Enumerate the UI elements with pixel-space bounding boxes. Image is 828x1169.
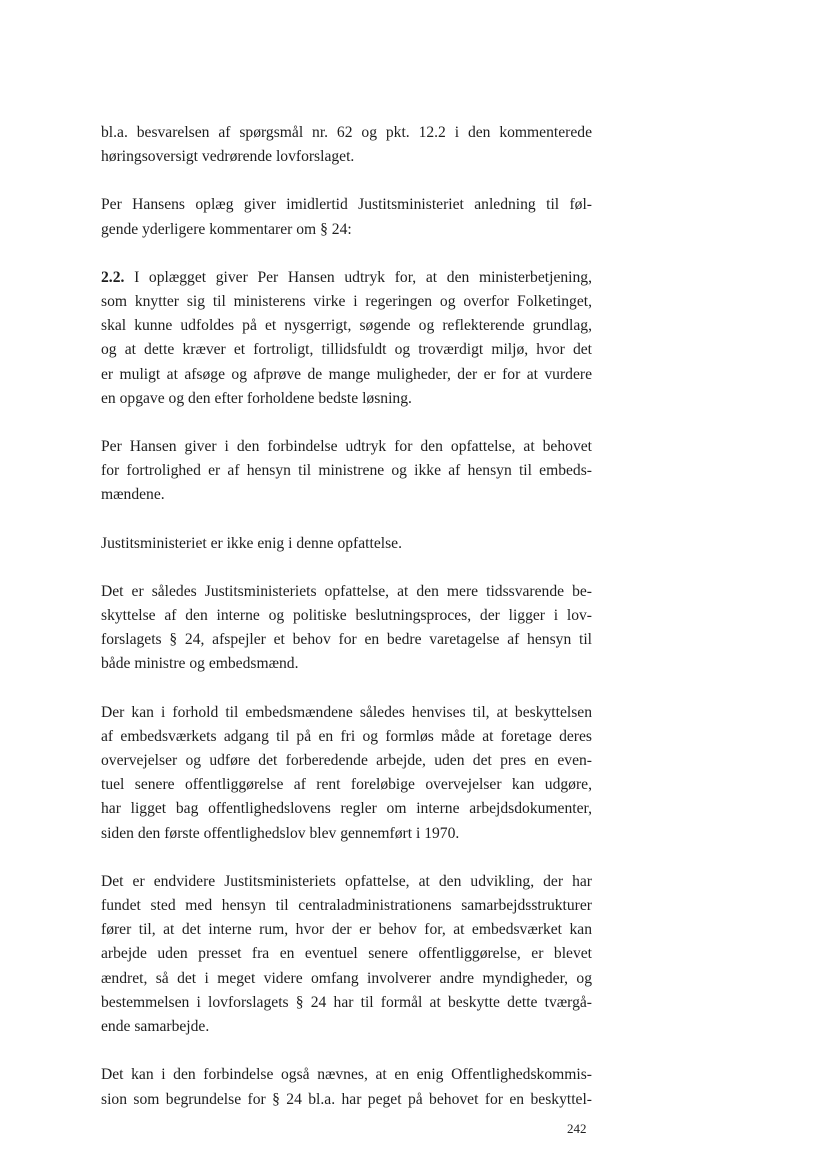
text-line: [101, 822, 592, 846]
line-text: har ligget bag offentlighedslovens regler om interne arbejdsdokumenter,: [101, 800, 592, 818]
line-text: bestemmelsen i lovforslagets § 24 har til formål at beskytte dette tværgå-: [101, 993, 592, 1011]
line-text: en opgave og den efter forholdene bedste løsning.: [101, 389, 412, 407]
page-number: 242: [567, 1121, 587, 1136]
text-line: [101, 218, 592, 242]
text-line: [101, 918, 592, 942]
line-text: gende yderligere kommentarer om § 24:: [101, 220, 352, 238]
text-line: [101, 604, 592, 628]
paragraph: [101, 580, 592, 677]
paragraph: [101, 121, 592, 169]
text-line: [101, 773, 592, 797]
line-text: er muligt at afsøge og afprøve de mange muligheder, der er for at vurdere: [101, 365, 592, 383]
paragraph: [101, 532, 592, 556]
line-text: ende samarbejde.: [101, 1018, 210, 1036]
line-text: fundet sted med hensyn til centraladministrationens samarbejdsstrukturer: [101, 897, 592, 915]
line-text: Det er således Justitsministeriets opfattelse, at den mere tidssvarende be-: [101, 582, 592, 600]
line-text: I oplægget giver Per Hansen udtryk for, at den ministerbetjening,: [134, 268, 592, 286]
section-number: 2.2.: [101, 268, 125, 286]
paragraph: [101, 1063, 592, 1111]
line-text: forslagets § 24, afspejler et behov for en bedre varetagelse af hensyn til: [101, 631, 592, 649]
body-text: [101, 121, 592, 1136]
paragraph: [101, 266, 592, 411]
line-text: af embedsværkets adgang til på en fri og formløs måde at foretage deres: [101, 727, 592, 745]
text-line: [101, 870, 592, 894]
line-text: Per Hansen giver i den forbindelse udtryk for den opfattelse, at behovet: [101, 438, 592, 456]
text-line: [101, 532, 592, 556]
text-line: [101, 701, 592, 725]
text-line: [101, 435, 592, 459]
text-line: [101, 314, 592, 338]
text-line: [101, 338, 592, 362]
line-text: sion som begrundelse for § 24 bl.a. har peget på behovet for en beskyttel-: [101, 1090, 592, 1108]
paragraph: [101, 701, 592, 846]
text-line: [101, 193, 592, 217]
text-line: [101, 145, 592, 169]
text-line: [101, 121, 592, 145]
text-line: [101, 942, 592, 966]
line-text: høringsoversigt vedrørende lovforslaget.: [101, 148, 355, 166]
line-text: Justitsministeriet er ikke enig i denne opfattelse.: [101, 534, 402, 552]
text-line: [101, 483, 592, 507]
paragraph: [101, 435, 592, 508]
line-text: Per Hansens oplæg giver imidlertid Justitsministeriet anledning til føl-: [101, 196, 592, 214]
line-text: skal kunne udfoldes på et nysgerrigt, søgende og reflekterende grundlag,: [101, 317, 592, 335]
line-text: tuel senere offentliggørelse af rent foreløbige overvejelser kan udgøre,: [101, 776, 592, 794]
text-line: [101, 290, 592, 314]
line-text: både ministre og embedsmænd.: [101, 655, 299, 673]
text-line: [101, 991, 592, 1015]
line-text: mændene.: [101, 486, 165, 504]
text-line: [101, 459, 592, 483]
text-line: [101, 652, 592, 676]
line-text: og at dette kræver et fortroligt, tillidsfuldt og troværdigt miljø, hvor det: [101, 341, 592, 359]
line-text: bl.a. besvarelsen af spørgsmål nr. 62 og pkt. 12.2 i den kommenterede: [101, 124, 592, 141]
line-text: for fortrolighed er af hensyn til ministrene og ikke af hensyn til embeds-: [101, 462, 592, 480]
text-line: [101, 1063, 592, 1087]
line-text: arbejde uden presset fra en eventuel senere offentliggørelse, er blevet: [101, 945, 592, 963]
line-text: fører til, at det interne rum, hvor der er behov for, at embedsværket kan: [101, 921, 592, 939]
text-line: [101, 749, 592, 773]
line-text: som knytter sig til ministerens virke i regeringen og overfor Folketinget,: [101, 293, 592, 311]
paragraph: [101, 870, 592, 1039]
line-text: overvejelser og udføre det forberedende arbejde, uden det pres en even-: [101, 752, 592, 770]
line-text: siden den første offentlighedslov blev gennemført i 1970.: [101, 824, 460, 842]
text-line: [101, 387, 592, 411]
text-line: [101, 628, 592, 652]
line-text: Det er endvidere Justitsministeriets opfattelse, at den udvikling, der har: [101, 872, 592, 890]
line-text: Det kan i den forbindelse også nævnes, at en enig Offentlighedskommis-: [101, 1066, 592, 1084]
text-line: [101, 894, 592, 918]
text-line: [101, 797, 592, 821]
line-text: Der kan i forhold til embedsmændene således henvises til, at beskyttelsen: [101, 703, 592, 721]
line-text: skyttelse af den interne og politiske beslutningsproces, der ligger i lov-: [101, 607, 592, 625]
text-line: [101, 580, 592, 604]
text-line: [101, 1088, 592, 1112]
paragraph: [101, 193, 592, 241]
text-line: [101, 725, 592, 749]
text-line: [101, 967, 592, 991]
text-line: [101, 266, 592, 290]
text-line: [101, 1015, 592, 1039]
text-line: [101, 363, 592, 387]
line-text: ændret, så det i meget videre omfang involverer andre myndigheder, og: [101, 969, 592, 987]
